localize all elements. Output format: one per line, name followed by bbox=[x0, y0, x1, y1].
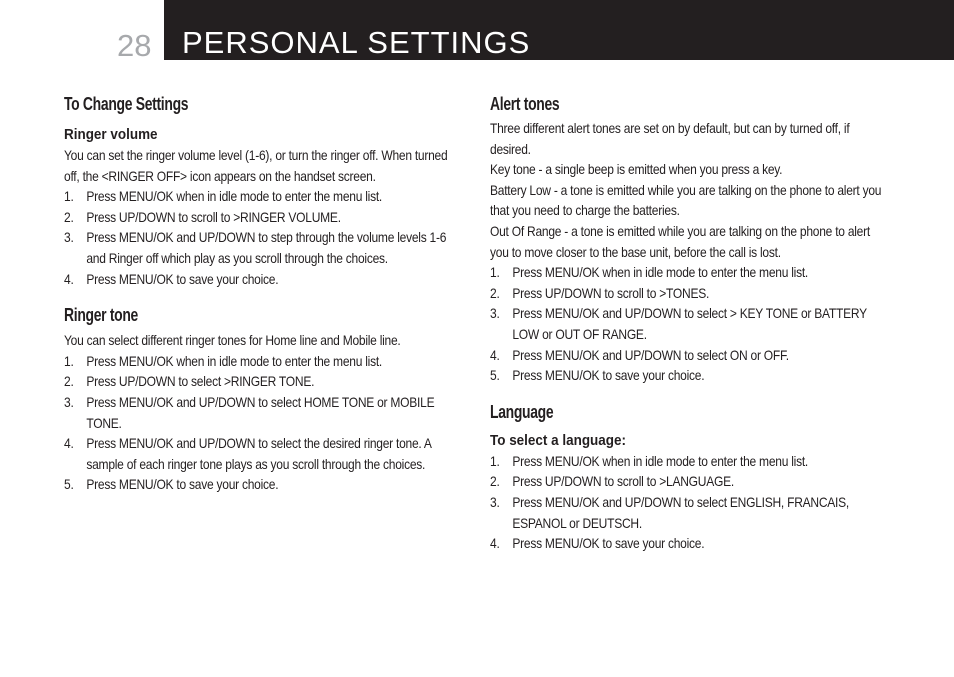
list-item bbox=[64, 392, 458, 433]
step-text: Press MENU/OK when in idle mode to enter the menu list. bbox=[86, 188, 383, 205]
list-item bbox=[64, 433, 458, 474]
ringer-tone-intro: You can select different ringer tones for Home line and Mobile line. bbox=[64, 332, 401, 349]
step-text: Press MENU/OK and UP/DOWN to select ON or OFF. bbox=[512, 346, 789, 363]
step-text: Press MENU/OK when in idle mode to enter the menu list. bbox=[512, 264, 809, 281]
step-text: Press UP/DOWN to select >RINGER TONE. bbox=[86, 373, 315, 390]
list-item bbox=[64, 186, 458, 207]
step-number: 2. bbox=[490, 473, 500, 490]
step-number: 3. bbox=[64, 393, 74, 410]
step-text: Press MENU/OK when in idle mode to enter the menu list. bbox=[86, 352, 383, 369]
step-text: Press UP/DOWN to scroll to >TONES. bbox=[512, 284, 710, 301]
step-text: Press MENU/OK to save your choice. bbox=[86, 476, 279, 493]
left-column bbox=[64, 93, 459, 495]
left-column-content bbox=[64, 93, 458, 495]
list-item bbox=[490, 533, 889, 554]
step-text: Press MENU/OK to save your choice. bbox=[86, 270, 279, 287]
list-item bbox=[490, 365, 889, 386]
step-number: 1. bbox=[490, 264, 500, 281]
step-number: 4. bbox=[490, 346, 500, 363]
alert-tones-paragraph: Key tone - a single beep is emitted when you press a key. bbox=[490, 161, 783, 178]
step-number: 5. bbox=[64, 476, 74, 493]
list-item bbox=[490, 283, 889, 304]
step-text: Press MENU/OK to save your choice. bbox=[512, 535, 705, 552]
title-bar bbox=[164, 0, 954, 60]
step-text: Press UP/DOWN to scroll to >RINGER VOLUME. bbox=[86, 208, 341, 225]
subheading-select-language: To select a language: bbox=[490, 432, 626, 449]
step-number: 1. bbox=[64, 352, 74, 369]
list-item bbox=[490, 451, 889, 472]
list-item bbox=[64, 269, 458, 290]
step-number: 5. bbox=[490, 367, 500, 384]
list-item bbox=[490, 345, 889, 366]
page-title: PERSONAL SETTINGS bbox=[182, 25, 531, 60]
list-item bbox=[64, 227, 458, 268]
step-text: Press MENU/OK and UP/DOWN to step through the volume levels 1-6 and Ringer off which play as you scroll through the choices. bbox=[86, 229, 447, 266]
alert-tones-paragraph: Out Of Range - a tone is emitted while you are talking on the phone to alert you to move closer to the base unit, before the call is lost. bbox=[490, 222, 870, 260]
step-text: Press MENU/OK to save your choice. bbox=[512, 367, 705, 384]
list-item bbox=[490, 303, 889, 344]
list-item bbox=[64, 371, 458, 392]
step-number: 3. bbox=[64, 229, 74, 246]
step-number: 4. bbox=[490, 535, 500, 552]
step-number: 1. bbox=[490, 452, 500, 469]
alert-tones-paragraph: Battery Low - a tone is emitted while you are talking on the phone to alert you that you need to charge the batteries. bbox=[490, 181, 882, 219]
list-item bbox=[64, 474, 458, 495]
subheading-ringer-volume: Ringer volume bbox=[64, 127, 158, 143]
list-item bbox=[490, 262, 889, 283]
step-number: 1. bbox=[64, 188, 74, 205]
section-heading-ringer-tone: Ringer tone bbox=[64, 305, 139, 326]
step-number: 4. bbox=[64, 435, 74, 452]
page-number: 28 bbox=[117, 28, 152, 63]
section-heading-change-settings: To Change Settings bbox=[64, 94, 189, 114]
section-heading-alert-tones: Alert tones bbox=[490, 94, 560, 114]
right-column-content bbox=[490, 93, 889, 554]
list-item bbox=[64, 351, 458, 372]
list-item bbox=[490, 471, 889, 492]
step-text: Press MENU/OK when in idle mode to enter the menu list. bbox=[512, 452, 809, 469]
ringer-volume-intro: You can set the ringer volume level (1-6), or turn the ringer off. When turned off, the <RINGER OFF> icon appears on the handset screen. bbox=[64, 147, 448, 184]
section-heading-language: Language bbox=[490, 401, 554, 422]
step-text: Press UP/DOWN to scroll to >LANGUAGE. bbox=[512, 473, 734, 490]
language-steps bbox=[490, 451, 889, 554]
alert-tones-steps bbox=[490, 262, 889, 386]
step-number: 4. bbox=[64, 270, 74, 287]
ringer-volume-steps bbox=[64, 186, 458, 289]
step-number: 2. bbox=[64, 373, 74, 390]
list-item bbox=[490, 492, 889, 533]
step-number: 2. bbox=[490, 284, 500, 301]
right-column bbox=[490, 93, 890, 554]
list-item bbox=[64, 207, 458, 228]
step-number: 3. bbox=[490, 305, 500, 322]
alert-tones-paragraph: Three different alert tones are set on by default, but can by turned off, if desired. bbox=[490, 120, 850, 157]
step-text: Press MENU/OK and UP/DOWN to select HOME TONE or MOBILE TONE. bbox=[86, 393, 435, 431]
ringer-tone-steps bbox=[64, 351, 458, 495]
step-text: Press MENU/OK and UP/DOWN to select > KEY TONE or BATTERY LOW or OUT OF RANGE. bbox=[512, 305, 867, 342]
step-text: Press MENU/OK and UP/DOWN to select ENGLISH, FRANCAIS, ESPANOL or DEUTSCH. bbox=[512, 493, 850, 531]
step-number: 3. bbox=[490, 493, 500, 510]
step-text: Press MENU/OK and UP/DOWN to select the desired ringer tone. A sample of each ringer tone plays as you scroll through the choices. bbox=[86, 435, 432, 472]
step-number: 2. bbox=[64, 208, 74, 225]
